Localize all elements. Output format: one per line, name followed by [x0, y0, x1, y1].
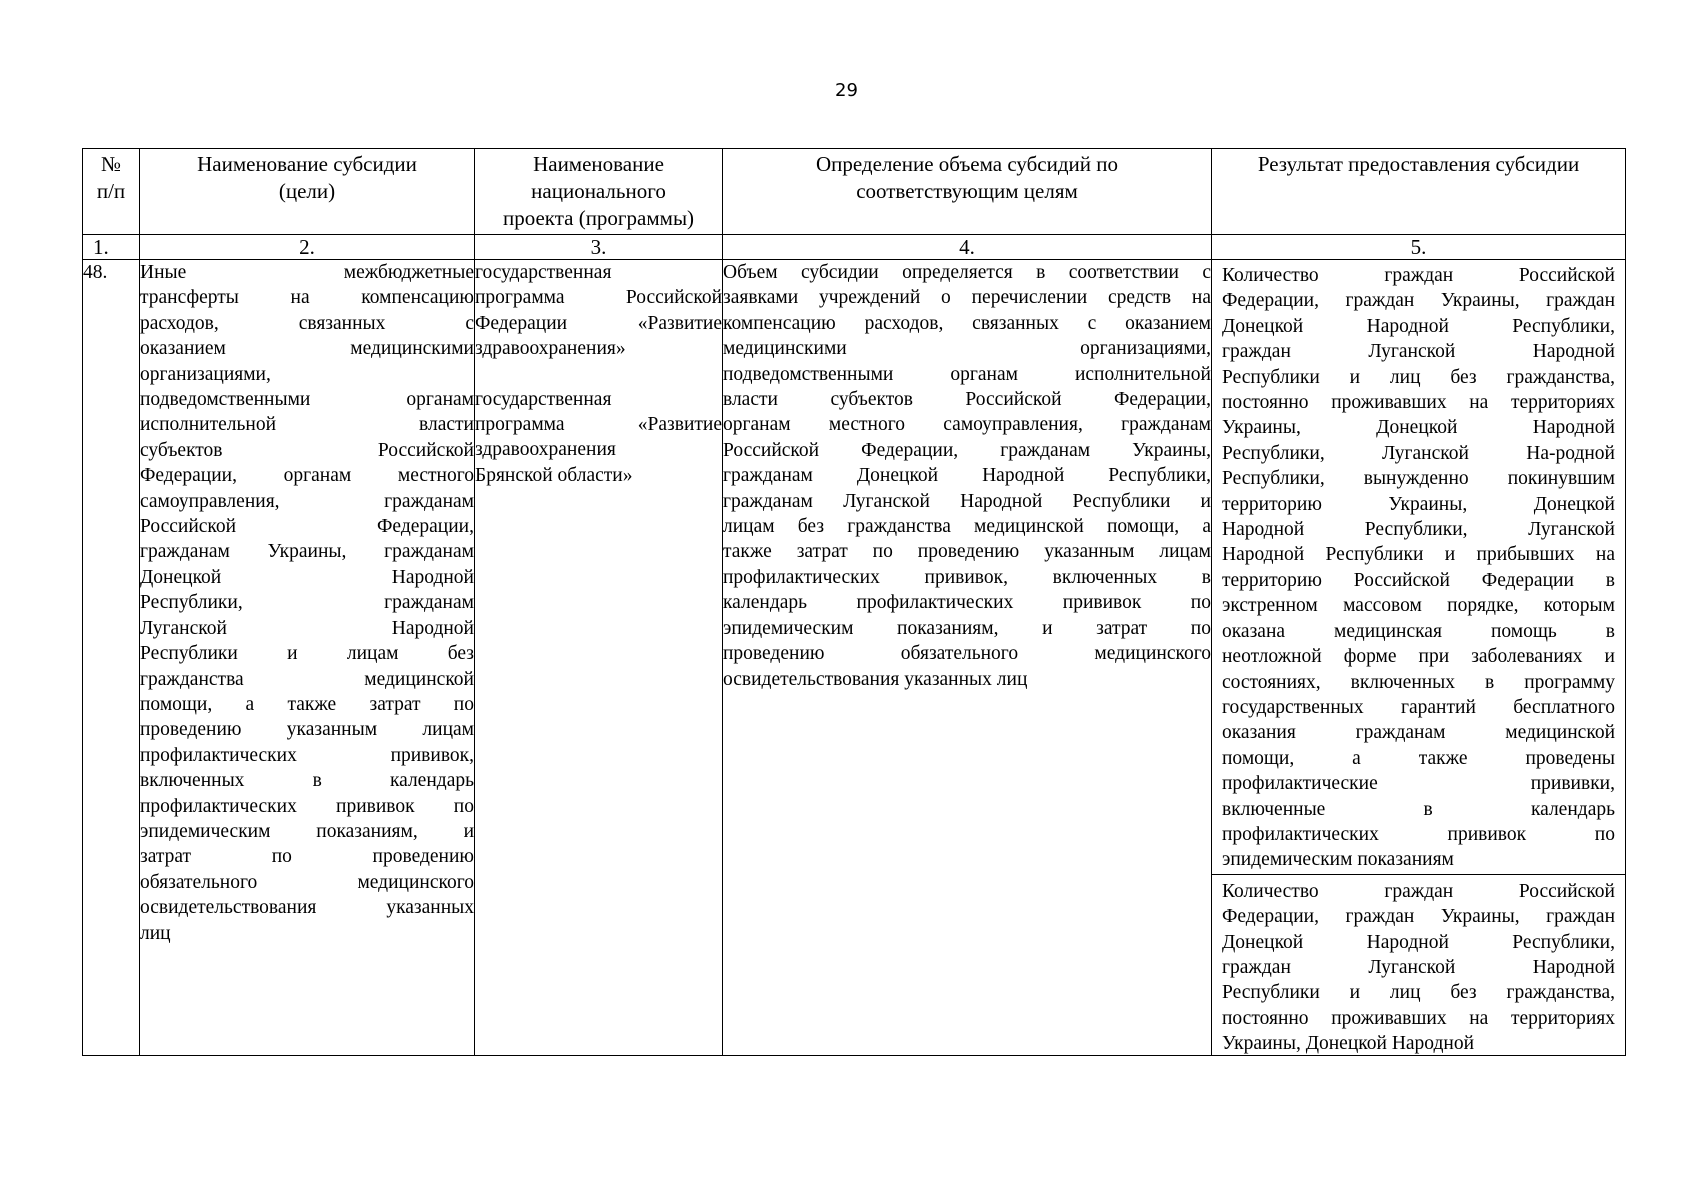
text-line: организациями, — [140, 363, 271, 385]
text-line: программа «Развитие — [475, 414, 722, 436]
header-number — [83, 149, 140, 235]
column-number-1: 1. — [83, 235, 140, 260]
text-line: профилактических прививок, — [140, 744, 474, 766]
table-row — [83, 260, 1626, 1056]
header-result — [1212, 149, 1626, 235]
text-line: освидетельствования указанных лиц — [723, 668, 1028, 690]
text-line: включенных в календарь — [140, 770, 474, 792]
text-line: освидетельствования указанных — [140, 897, 474, 919]
column-number-5: 5. — [1212, 235, 1626, 260]
text-line: Донецкой Народной — [140, 566, 474, 588]
header-subsidy-name — [140, 149, 475, 235]
text-line: Республики, Луганской На-родной — [1222, 442, 1615, 464]
text-line: Луганской Народной — [140, 617, 474, 639]
text-line: государственная — [475, 262, 612, 283]
text-line: лицам без гражданства медицинской помощи, а — [723, 516, 1211, 538]
text-line: компенсацию расходов, связанных с оказанием — [723, 312, 1211, 334]
text-line: лиц — [140, 922, 171, 944]
text-line: профилактические прививки, — [1222, 773, 1615, 795]
text-line: Республики и лиц без гражданства, — [1222, 366, 1615, 388]
text-line: Украины, Донецкой Народной — [1222, 1033, 1475, 1055]
text-line: гражданам Донецкой Народной Республики, — [723, 465, 1211, 487]
text-line: гражданам Луганской Народной Республики и — [723, 490, 1211, 512]
text-line: расходов, связанных с — [140, 312, 474, 334]
text-line: граждан Луганской Народной — [1222, 956, 1615, 978]
text-line: Народной Республики, Луганской — [1222, 519, 1615, 541]
text-line: власти субъектов Российской Федерации, — [723, 389, 1211, 411]
text-line: Республики и лицам без — [140, 643, 474, 665]
text-line: территорию Украины, Донецкой — [1222, 493, 1615, 515]
text-line: помощи, а также затрат по — [140, 693, 474, 715]
text-line: Федерации, органам местного — [140, 465, 474, 487]
text-line: Количество граждан Российской — [1222, 880, 1615, 902]
text-line: Народной Республики и прибывших на — [1222, 544, 1615, 566]
text-line: Федерации «Развитие — [475, 312, 722, 334]
text-line: включенные в календарь — [1222, 798, 1615, 820]
text-line: территорию Российской Федерации в — [1222, 569, 1615, 591]
subsidy-name-cell — [140, 260, 475, 1056]
text-line: обязательного медицинского — [140, 871, 474, 893]
text-line: Федерации, граждан Украины, граждан — [1222, 290, 1615, 312]
text-line: помощи, а также проведены — [1222, 747, 1615, 769]
text-line: гражданам Украины, гражданам — [140, 541, 474, 563]
text-line: Украины, Донецкой Народной — [1222, 417, 1615, 439]
row-number: 48. — [83, 260, 140, 1056]
text-line: профилактических прививок по — [1222, 823, 1615, 845]
text-line: подведомственными органам — [140, 389, 474, 411]
text-line: государственных гарантий бесплатного — [1222, 696, 1615, 718]
subsidy-table — [82, 148, 1626, 1056]
program-bryansk — [475, 387, 722, 489]
text-line: календарь профилактических прививок по — [723, 592, 1211, 614]
text-line: здравоохранения — [475, 439, 616, 461]
text-line: Донецкой Народной Республики, — [1222, 931, 1615, 953]
text-line: субъектов Российской — [140, 439, 474, 461]
text-line: медицинскими организациями, — [723, 338, 1211, 360]
text-line: экстренном массовом порядке, которым — [1222, 595, 1615, 617]
column-numbers-row — [83, 235, 1626, 260]
text-line: неотложной форме при заболеваниях и — [1222, 646, 1615, 668]
national-project-cell — [475, 260, 723, 1056]
text-line: здравоохранения» — [475, 338, 626, 360]
text-line: эпидемическим показаниям, и — [140, 820, 474, 842]
text-line: Иные межбюджетные — [140, 262, 474, 283]
text-line: оказана медицинская помощь в — [1222, 620, 1615, 642]
text-line: Республики, гражданам — [140, 592, 474, 614]
text-line: соответствующим целям — [856, 179, 1078, 203]
text-line: органам местного самоуправления, гражданам — [723, 414, 1211, 436]
text-line: Количество граждан Российской — [1222, 265, 1615, 286]
column-number-2: 2. — [140, 235, 475, 260]
text-line: национального — [531, 179, 666, 203]
text-line: заявками учреждений о перечислении средств на — [723, 287, 1211, 309]
text-line: также затрат по проведению указанным лицам — [723, 541, 1211, 563]
text-line: состояниях, включенных в программу — [1222, 671, 1615, 693]
text-line: Российской Федерации, — [140, 516, 474, 538]
result-block-1 — [1212, 260, 1625, 875]
header-determination — [723, 149, 1212, 235]
text-line: Федерации, граждан Украины, граждан — [1222, 906, 1615, 928]
text-line: граждан Луганской Народной — [1222, 341, 1615, 363]
header-national-project — [475, 149, 723, 235]
text-line: профилактических прививок, включенных в — [723, 566, 1211, 588]
text-line: проекта (программы) — [502, 206, 695, 230]
page-number: 29 — [835, 80, 858, 101]
text-line: проведению обязательного медицинского — [723, 643, 1211, 665]
text-line: эпидемическим показаниям, и затрат по — [723, 617, 1211, 639]
text-line: Российской Федерации, гражданам Украины, — [723, 439, 1211, 461]
column-number-3: 3. — [475, 235, 723, 260]
text-line: Объем субсидии определяется в соответствии с — [723, 262, 1211, 283]
text-line: Республики, вынужденно покинувшим — [1222, 468, 1615, 490]
text-line: Наименование субсидии — [197, 152, 417, 176]
text-line: оказания гражданам медицинской — [1222, 722, 1615, 744]
text-line: Определение объема субсидий по — [815, 152, 1119, 176]
text-line: (цели) — [278, 179, 336, 203]
text-line: программа Российской — [475, 287, 722, 309]
text-line: постоянно проживавших на территориях — [1222, 1007, 1615, 1029]
text-line: Наименование — [533, 152, 664, 176]
program-federal — [475, 260, 722, 362]
text-line: постоянно проживавших на территориях — [1222, 392, 1615, 414]
determination-cell — [723, 260, 1212, 1056]
text-line: № — [100, 152, 122, 176]
text-line: оказанием медицинскими — [140, 338, 474, 360]
text-line: затрат по проведению — [140, 846, 474, 868]
text-line: самоуправления, гражданам — [140, 490, 474, 512]
text-line: п/п — [96, 179, 126, 203]
text-line: гражданства медицинской — [140, 668, 474, 690]
header-row — [83, 149, 1626, 235]
text-line: эпидемическим показаниям — [1222, 849, 1454, 871]
result-cell — [1212, 260, 1626, 1056]
text-line: Брянской области» — [475, 464, 633, 486]
text-line: подведомственными органам исполнительной — [723, 363, 1211, 385]
text-line: Донецкой Народной Республики, — [1222, 315, 1615, 337]
column-number-4: 4. — [723, 235, 1212, 260]
result-block-2 — [1212, 875, 1625, 1055]
text-line: Результат предоставления субсидии — [1257, 152, 1580, 176]
text-line: профилактических прививок по — [140, 795, 474, 817]
text-line: государственная — [475, 388, 612, 410]
text-line: Республики и лиц без гражданства, — [1222, 982, 1615, 1004]
text-line: исполнительной власти — [140, 414, 474, 436]
text-line: трансферты на компенсацию — [140, 287, 474, 309]
text-line: проведению указанным лицам — [140, 719, 474, 741]
